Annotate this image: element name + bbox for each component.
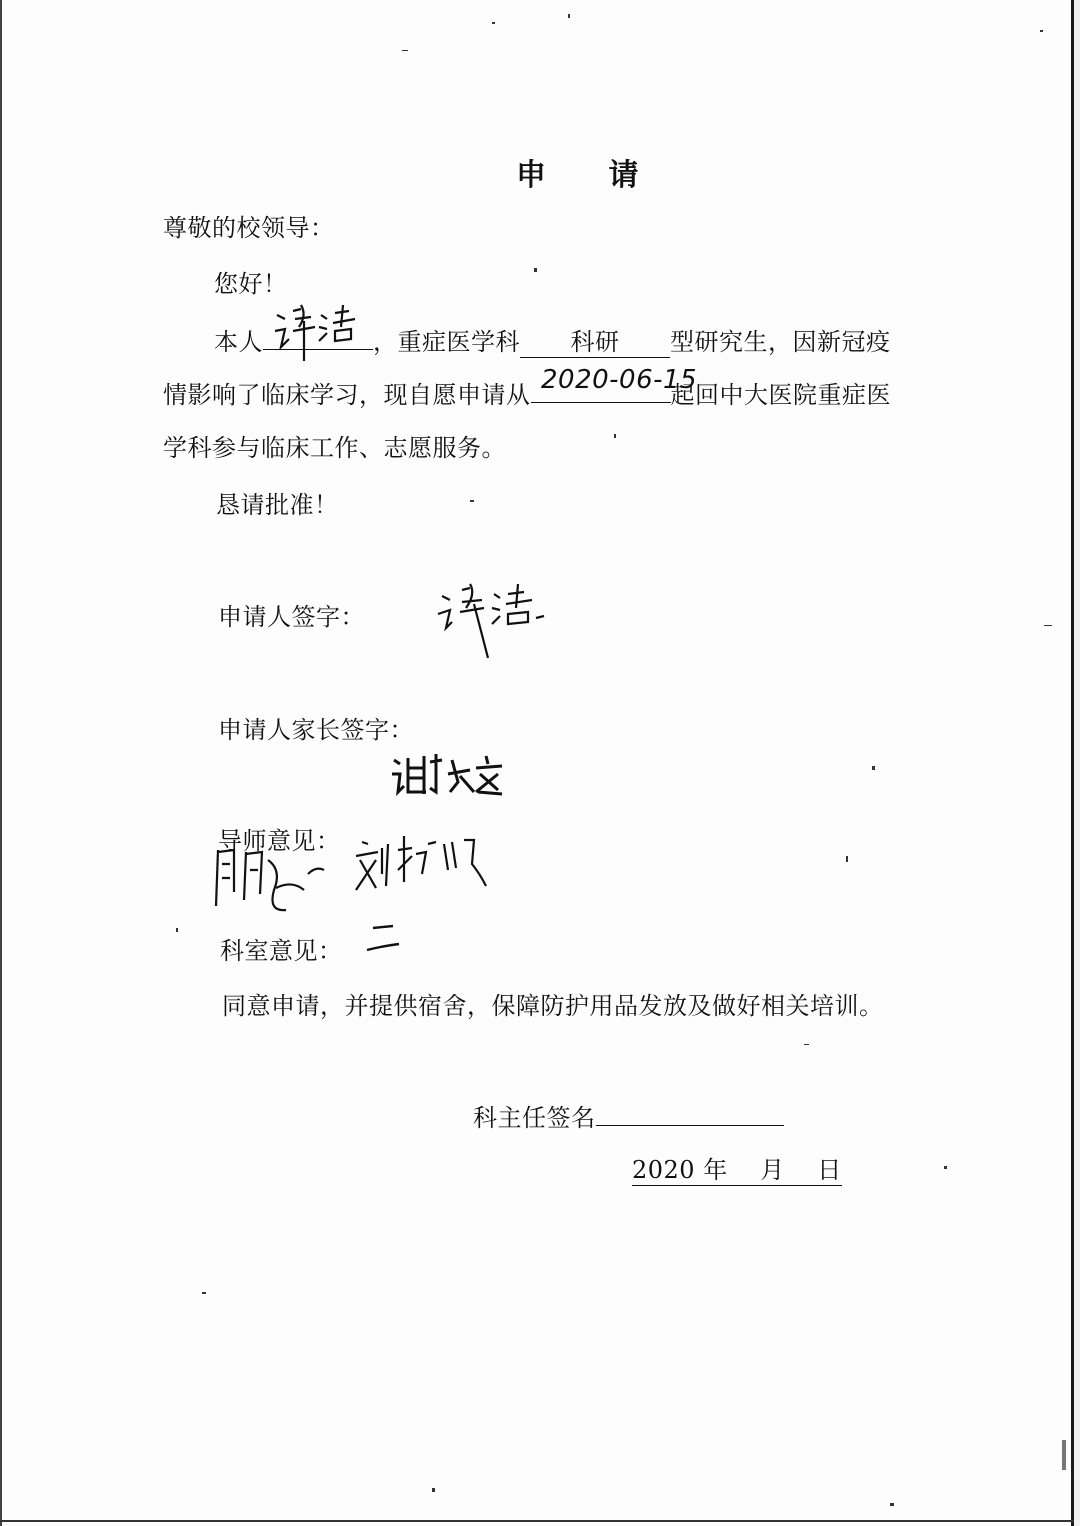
applicant-handwritten-signature (436, 582, 556, 662)
scan-speck (568, 14, 570, 18)
type-value: 科研 (570, 328, 620, 356)
handwritten-start-date-text: 2020-06-15 (540, 365, 697, 395)
scan-speck (944, 1166, 947, 1169)
applicant-signature-label: 申请人签字： (218, 603, 365, 631)
scan-speck (470, 500, 474, 502)
scan-speck (890, 1503, 894, 1506)
scan-edge-left (0, 0, 2, 1526)
handwritten-name-xu-hao (271, 301, 381, 361)
scan-edge-bottom (0, 1520, 1074, 1522)
date-blank (531, 365, 697, 403)
scan-edge-right (1071, 0, 1074, 1526)
name-blank (263, 323, 373, 350)
scan-speck (492, 22, 495, 24)
date-month-unit: 月 (760, 1156, 785, 1184)
scan-speck (1044, 625, 1052, 626)
director-signature-blank[interactable] (596, 1101, 784, 1126)
scan-speck (804, 1044, 809, 1045)
body-line-2-prefix: 情影响了临床学习，现自愿申请从 (163, 381, 531, 409)
body-line-2 (163, 365, 891, 410)
body-line-1-mid: ，重症医学科 (373, 328, 520, 356)
salutation: 尊敬的校领导： (163, 214, 335, 242)
scan-speck (1040, 30, 1043, 32)
scan-edge-right-margin (1074, 0, 1080, 1526)
date-year-unit: 年 (703, 1156, 728, 1184)
dept-opinion-text: 同意申请，并提供宿舍，保障防护用品发放及做好相关培训。 (222, 992, 884, 1020)
closing-request: 恳请批准！ (216, 491, 339, 519)
handwritten-start-date (539, 354, 697, 404)
date-day-unit: 日 (817, 1156, 842, 1184)
body-line-2-suffix: 起回中大医院重症医 (670, 381, 891, 409)
body-line-1-suffix: 型研究生，因新冠疫 (670, 328, 891, 356)
scan-speck (1062, 1440, 1066, 1470)
scan-speck (846, 856, 848, 862)
scan-speck (534, 268, 537, 272)
advisor-handwritten-signature (212, 830, 492, 920)
director-signature-row (473, 1101, 784, 1133)
dept-opinion-label: 科室意见： (220, 937, 343, 965)
body-line-1-prefix: 本人 (214, 328, 263, 356)
scan-speck (176, 928, 178, 932)
director-signature-label: 科主任签名 (473, 1104, 596, 1132)
parent-signature-label: 申请人家长签字： (218, 716, 414, 744)
parent-handwritten-signature (390, 752, 510, 802)
scan-speck (872, 766, 875, 770)
date-line (632, 1155, 842, 1186)
date-year: 2020 (632, 1156, 696, 1184)
scan-speck (614, 434, 616, 438)
scan-speck (202, 1292, 206, 1294)
page-title: 申 请 (516, 158, 665, 193)
advisor-opinion-label: 导师意见： (218, 827, 341, 855)
dept-handwritten-mark (365, 920, 415, 960)
body-line-1 (214, 323, 891, 358)
body-line-3: 学科参与临床工作、志愿服务。 (163, 434, 506, 462)
scan-speck (432, 1488, 435, 1492)
scan-speck (402, 50, 408, 51)
greeting: 您好！ (214, 270, 288, 298)
